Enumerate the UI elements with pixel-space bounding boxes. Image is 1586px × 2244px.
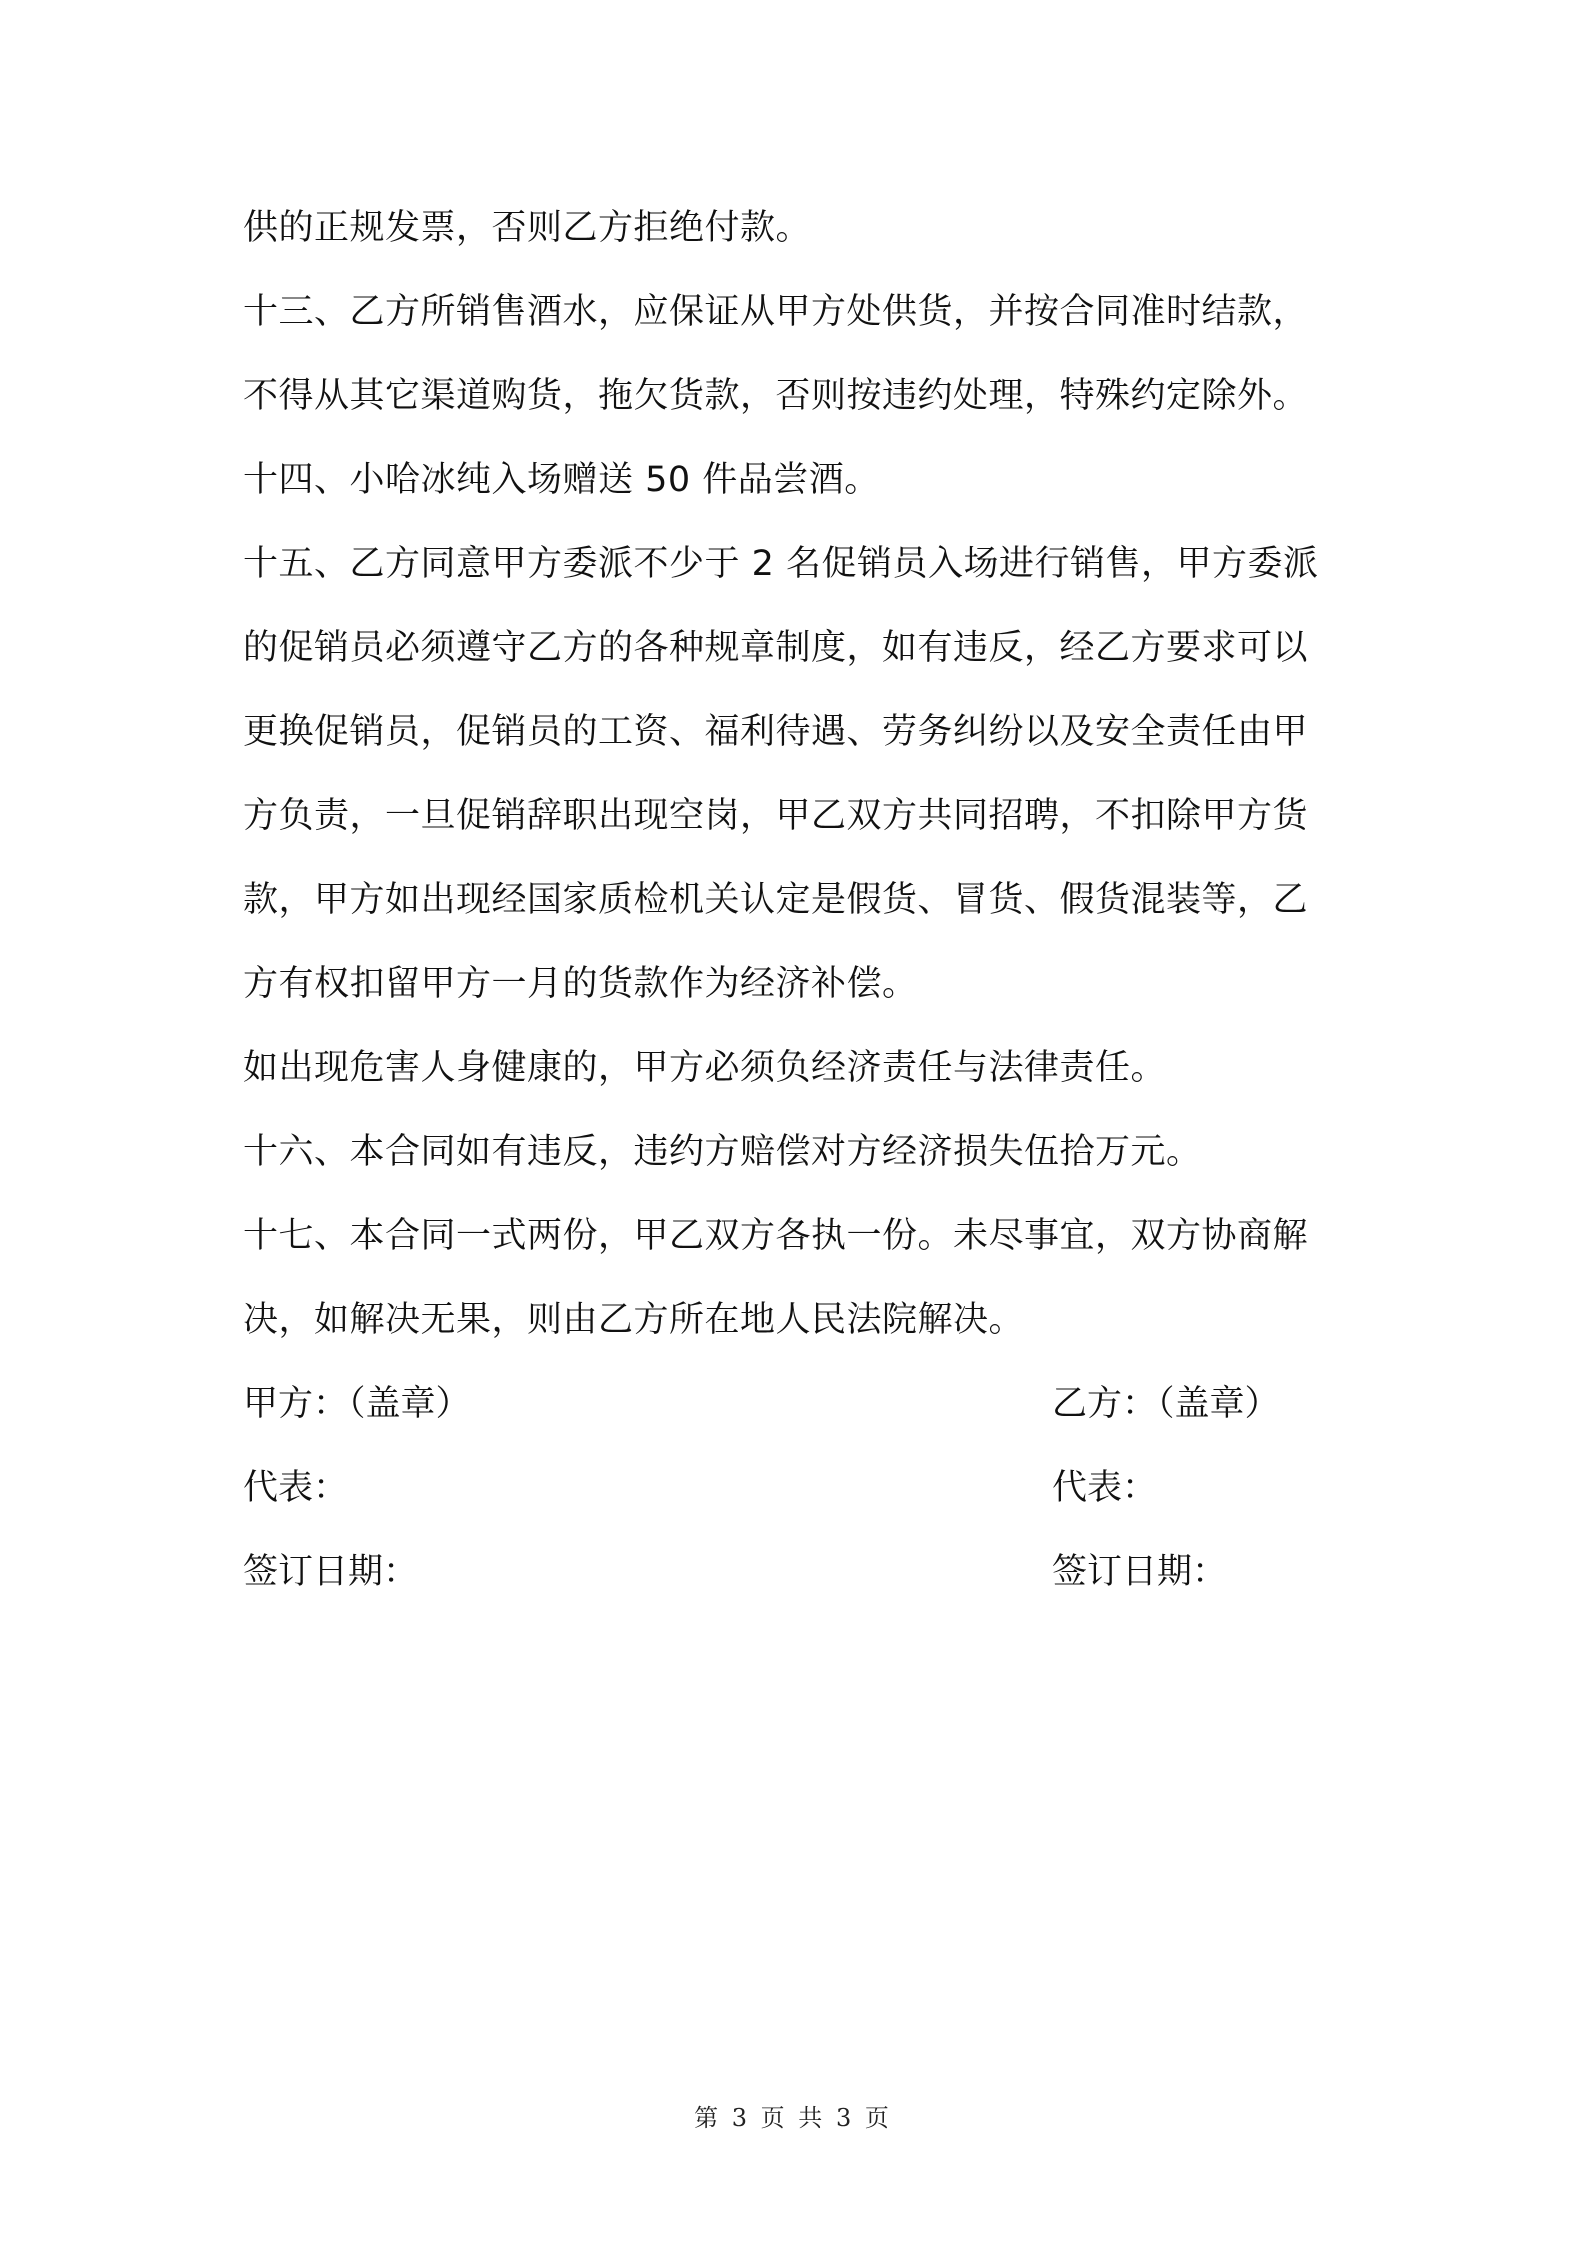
- clause-14: 十四、小哈冰纯入场赠送 50 件品尝酒。: [243, 460, 880, 500]
- clause-15-line-4: 方负责，一旦促销辞职出现空岗，甲乙双方共同招聘，不扣除甲方货: [243, 796, 1309, 836]
- clause-15-line-2: 的促销员必须遵守乙方的各种规章制度，如有违反，经乙方要求可以: [243, 628, 1309, 668]
- clause-13-line-2: 不得从其它渠道购货，拖欠货款，否则按违约处理，特殊约定除外。: [243, 376, 1309, 416]
- clause-15-line-6: 方有权扣留甲方一月的货款作为经济补偿。: [243, 964, 918, 1004]
- clause-17-line-2: 决，如解决无果，则由乙方所在地人民法院解决。: [243, 1300, 1025, 1340]
- party-a-sign-date: 签订日期：: [243, 1552, 419, 1592]
- party-b-sign-date: 签订日期：: [1052, 1552, 1228, 1592]
- page-number: 第 3 页 共 3 页: [694, 2104, 892, 2132]
- clause-15-line-1: 十五、乙方同意甲方委派不少于 2 名促销员入场进行销售，甲方委派: [243, 544, 1319, 584]
- party-b-representative: 代表：: [1052, 1468, 1158, 1508]
- clause-15-note: 如出现危害人身健康的，甲方必须负经济责任与法律责任。: [243, 1048, 1167, 1088]
- clause-15-line-3: 更换促销员，促销员的工资、福利待遇、劳务纠纷以及安全责任由甲: [243, 712, 1309, 752]
- clause-15-line-5: 款，甲方如出现经国家质检机关认定是假货、冒货、假货混装等，乙: [243, 880, 1309, 920]
- party-b-seal: 乙方：（盖章）: [1052, 1384, 1280, 1424]
- clause-13-line-1: 十三、乙方所销售酒水，应保证从甲方处供货，并按合同准时结款，: [243, 292, 1309, 332]
- clause-17-line-1: 十七、本合同一式两份，甲乙双方各执一份。未尽事宜，双方协商解: [243, 1216, 1309, 1256]
- body-line-1: 供的正规发票，否则乙方拒绝付款。: [243, 208, 812, 248]
- party-a-seal: 甲方：（盖章）: [243, 1384, 471, 1424]
- clause-16: 十六、本合同如有违反，违约方赔偿对方经济损失伍拾万元。: [243, 1132, 1202, 1172]
- party-a-representative: 代表：: [243, 1468, 349, 1508]
